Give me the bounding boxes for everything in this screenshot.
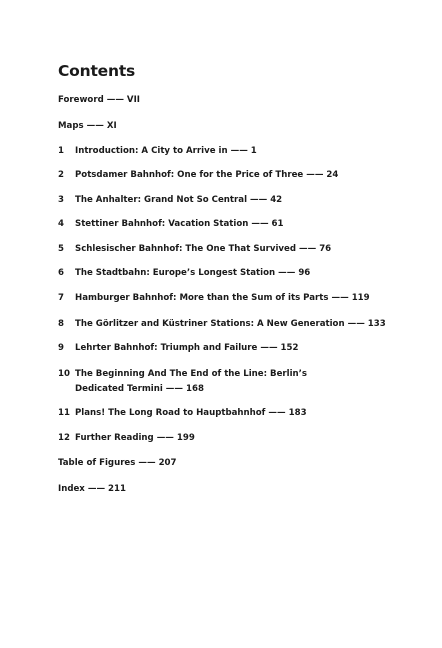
toc-dash: —— — [260, 343, 278, 353]
toc-entry-title: The Anhalter: Grand Not So Central — [75, 195, 248, 205]
toc-entry-page: 119 — [351, 293, 370, 303]
toc-entry-number: 5 — [58, 244, 64, 254]
toc-entry-number: 1 — [58, 146, 64, 156]
toc-entry-number: 3 — [58, 195, 64, 205]
toc-dash: —— — [165, 384, 183, 394]
toc-entry-title: Schlesischer Bahnhof: The One That Survived — [75, 244, 296, 254]
toc-entry-number: 6 — [58, 268, 64, 278]
toc-entry-page: 207 — [158, 458, 177, 468]
toc-entry-number: 4 — [58, 219, 64, 229]
toc-dash: —— — [106, 95, 124, 105]
toc-entry-page: 133 — [367, 319, 386, 329]
toc-entry-title: Further Reading — [75, 433, 154, 443]
toc-entry-title: The Stadtbahn: Europe’s Longest Station — [75, 268, 276, 278]
toc-dash: —— — [230, 146, 248, 156]
toc-dash: —— — [251, 219, 269, 229]
toc-entry-index[interactable] — [58, 482, 388, 497]
toc-entry-page: 199 — [176, 433, 195, 443]
toc-entry-chapter-12[interactable] — [58, 431, 388, 446]
toc-entry-page: 168 — [185, 384, 204, 394]
toc-dash: —— — [86, 121, 104, 131]
toc-entry-page: 96 — [298, 268, 311, 278]
toc-entry-title: Hamburger Bahnhof: More than the Sum of its Parts — [75, 293, 329, 303]
toc-dash: —— — [138, 458, 156, 468]
toc-entry-foreword[interactable] — [58, 93, 388, 108]
toc-entry-chapter-2[interactable] — [58, 168, 388, 183]
toc-entry-chapter-11[interactable] — [58, 406, 388, 421]
toc-entry-chapter-1[interactable] — [58, 144, 388, 159]
toc-entry-number: 11 — [58, 408, 70, 418]
toc-entry-page: XI — [106, 121, 117, 131]
toc-dash: —— — [268, 408, 286, 418]
toc-entry-number: 2 — [58, 170, 64, 180]
page-title: Contents — [58, 62, 136, 80]
toc-dash: —— — [347, 319, 365, 329]
toc-dash: —— — [87, 484, 106, 494]
toc-entry-page: 24 — [326, 170, 339, 180]
toc-entry-chapter-7[interactable] — [58, 291, 388, 306]
toc-entry-title: Foreword — [58, 95, 104, 105]
toc-entry-title: Table of Figures — [58, 458, 136, 468]
toc-dash: —— — [331, 293, 349, 303]
toc-entry-number: 7 — [58, 293, 64, 303]
toc-dash: —— — [299, 244, 317, 254]
toc-entry-page: 42 — [270, 195, 283, 205]
toc-entry-table-of-figures[interactable] — [58, 456, 388, 471]
toc-entry-page: 211 — [108, 484, 126, 494]
toc-entry-page: 183 — [288, 408, 307, 418]
toc-entry-title: Index — [58, 484, 85, 494]
toc-entry-chapter-4[interactable] — [58, 217, 388, 232]
toc-entry-chapter-9[interactable] — [58, 341, 388, 356]
toc-entry-number: 10 — [58, 369, 70, 379]
toc-entry-chapter-10[interactable] — [58, 367, 388, 397]
toc-entry-maps[interactable] — [58, 119, 388, 134]
toc-entry-chapter-5[interactable] — [58, 242, 388, 257]
toc-entry-number: 8 — [58, 319, 64, 329]
toc-entry-page: 61 — [271, 219, 284, 229]
toc-dash: —— — [156, 433, 174, 443]
toc-entry-number: 9 — [58, 343, 64, 353]
toc-dash: —— — [278, 268, 296, 278]
toc-entry-number: 12 — [58, 433, 70, 443]
toc-dash: —— — [250, 195, 268, 205]
toc-entry-title: Plans! The Long Road to Hauptbahnhof — [75, 408, 266, 418]
toc-entry-title: Maps — [58, 121, 84, 131]
toc-entry-title: Stettiner Bahnhof: Vacation Station — [75, 219, 249, 229]
toc-entry-page: 1 — [250, 146, 257, 156]
toc-entry-page: VII — [126, 95, 140, 105]
toc-entry-title: Introduction: A City to Arrive in — [75, 146, 228, 156]
toc-entry-chapter-8[interactable] — [58, 317, 388, 332]
toc-entry-title: Lehrter Bahnhof: Triumph and Failure — [75, 343, 258, 353]
toc-entry-title: The Görlitzer and Küstriner Stations: A New Generation — [75, 319, 345, 329]
toc-dash: —— — [306, 170, 324, 180]
toc-entry-title: The Beginning And The End of the Line: Berlin’s Dedicated Termini — [75, 369, 308, 394]
toc-entry-title: Potsdamer Bahnhof: One for the Price of Three — [75, 170, 304, 180]
toc-entry-chapter-6[interactable] — [58, 266, 388, 281]
toc-entry-page: 76 — [319, 244, 332, 254]
toc-entry-page: 152 — [280, 343, 299, 353]
toc-entry-chapter-3[interactable] — [58, 193, 388, 208]
